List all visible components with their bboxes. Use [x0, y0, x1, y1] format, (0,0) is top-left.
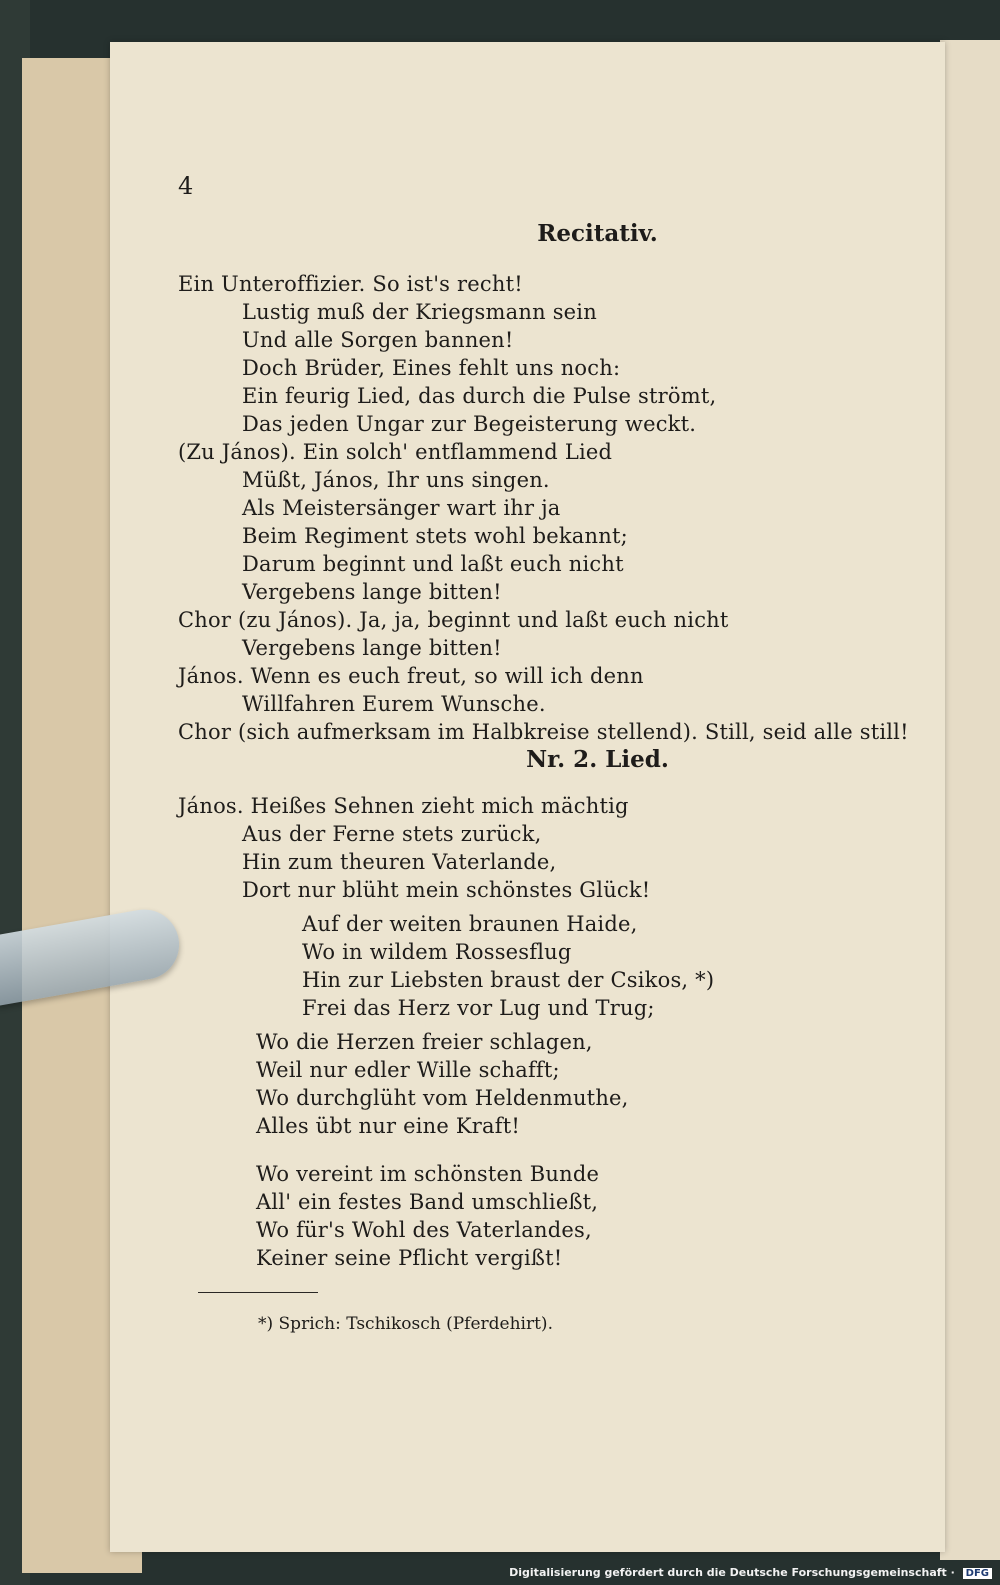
text-line: Müßt, János, Ihr uns singen.	[242, 468, 550, 492]
text-line: Ein Unteroffizier. So ist's recht!	[178, 272, 523, 296]
text-line: Beim Regiment stets wohl bekannt;	[242, 524, 628, 548]
dfg-logo: DFG	[963, 1568, 992, 1579]
text-line: Doch Brüder, Eines fehlt uns noch:	[242, 356, 621, 380]
heading-lied: Nr. 2. Lied.	[526, 746, 669, 773]
text-line: Chor (sich aufmerksam im Halbkreise stellend). Still, seid alle still!	[178, 720, 909, 744]
song-line: All' ein festes Band umschließt,	[256, 1190, 599, 1214]
text-line: Vergebens lange bitten!	[242, 580, 502, 604]
song-line: Wo durchglüht vom Heldenmuthe,	[256, 1086, 629, 1110]
song-line: Keiner seine Pflicht vergißt!	[256, 1246, 563, 1270]
document-page	[110, 42, 945, 1552]
song-line: Auf der weiten braunen Haide,	[302, 912, 638, 936]
text-line: Willfahren Eurem Wunsche.	[242, 692, 546, 716]
song-line: Wo vereint im schönsten Bunde	[256, 1162, 600, 1186]
text-line: Das jeden Ungar zur Begeisterung weckt.	[242, 412, 697, 436]
song-line: János. Heißes Sehnen zieht mich mächtig	[178, 794, 629, 818]
text-line: (Zu János). Ein solch' entflammend Lied	[178, 440, 613, 464]
song-line: Hin zum theuren Vaterlande,	[242, 850, 557, 874]
song-line: Dort nur blüht mein schönstes Glück!	[242, 878, 651, 902]
text-line: Als Meistersänger wart ihr ja	[242, 496, 561, 520]
page-number: 4	[178, 172, 194, 200]
song-line: Hin zur Liebsten braust der Csikos, *)	[302, 968, 715, 992]
digitization-credit	[509, 1566, 992, 1579]
song-line: Wo die Herzen freier schlagen,	[256, 1030, 593, 1054]
text-line: Und alle Sorgen bannen!	[242, 328, 514, 352]
text-line: Ein feurig Lied, das durch die Pulse strömt,	[242, 384, 717, 408]
song-line: Wo für's Wohl des Vaterlandes,	[256, 1218, 592, 1242]
text-line: Lustig muß der Kriegsmann sein	[242, 300, 597, 324]
song-line: Weil nur edler Wille schafft;	[256, 1058, 560, 1082]
song-line: Alles übt nur eine Kraft!	[256, 1114, 520, 1138]
song-line: Frei das Herz vor Lug und Trug;	[302, 996, 655, 1020]
text-line: Darum beginnt und laßt euch nicht	[242, 552, 624, 576]
heading-recitativ: Recitativ.	[537, 220, 658, 247]
facing-page-edge	[940, 40, 1000, 1560]
song-line: Aus der Ferne stets zurück,	[242, 822, 542, 846]
credit-text: Digitalisierung gefördert durch die Deutsche Forschungsgemeinschaft ·	[509, 1566, 955, 1579]
text-line: János. Wenn es euch freut, so will ich denn	[178, 664, 644, 688]
text-line: Vergebens lange bitten!	[242, 636, 502, 660]
footnote: *) Sprich: Tschikosch (Pferdehirt).	[258, 1314, 553, 1334]
footnote-rule	[198, 1292, 318, 1293]
text-line: Chor (zu János). Ja, ja, beginnt und laßt euch nicht	[178, 608, 729, 632]
song-line: Wo in wildem Rossesflug	[302, 940, 572, 964]
